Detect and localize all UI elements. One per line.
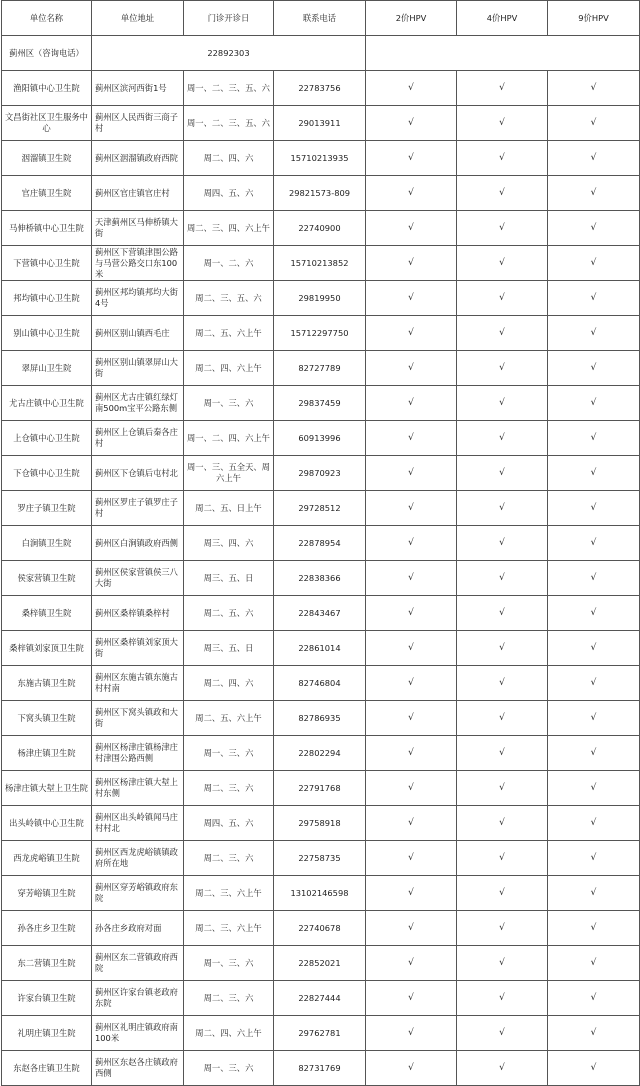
table-row xyxy=(2,981,640,1016)
unit-name-cell: 上仓镇中心卫生院 xyxy=(2,421,92,456)
hpv4-check: √ xyxy=(457,316,548,351)
hpv4-check: √ xyxy=(457,946,548,981)
phone-cell: 22791768 xyxy=(274,771,366,806)
clinic-days-cell: 周二、四、六 xyxy=(184,666,274,701)
phone-cell: 60913996 xyxy=(274,421,366,456)
phone-cell: 22740678 xyxy=(274,911,366,946)
hpv9-check: √ xyxy=(548,421,640,456)
phone-cell: 22740900 xyxy=(274,211,366,246)
phone-cell: 22852021 xyxy=(274,946,366,981)
unit-name-cell: 邦均镇中心卫生院 xyxy=(2,281,92,316)
hpv-clinic-table xyxy=(1,0,640,1086)
hpv2-check: √ xyxy=(366,141,457,176)
unit-name-cell: 尤古庄镇中心卫生院 xyxy=(2,386,92,421)
unit-address-cell: 蓟州区桑梓镇桑梓村 xyxy=(92,596,184,631)
hpv9-check: √ xyxy=(548,106,640,141)
hpv2-check: √ xyxy=(366,876,457,911)
unit-address-cell: 天津蓟州区马伸桥镇大街 xyxy=(92,211,184,246)
unit-name-cell: 别山镇中心卫生院 xyxy=(2,316,92,351)
phone-cell: 15710213935 xyxy=(274,141,366,176)
hpv4-check: √ xyxy=(457,771,548,806)
hpv2-check: √ xyxy=(366,771,457,806)
unit-name-cell: 孙各庄乡卫生院 xyxy=(2,911,92,946)
unit-address-cell: 蓟州区下仓镇后屯村北 xyxy=(92,456,184,491)
hpv4-check: √ xyxy=(457,631,548,666)
clinic-days-cell: 周二、三、六上午 xyxy=(184,876,274,911)
unit-address-cell: 蓟州区上仓镇后秦各庄村 xyxy=(92,421,184,456)
table-row xyxy=(2,806,640,841)
clinic-days-cell: 周三、四、六 xyxy=(184,526,274,561)
phone-cell: 22878954 xyxy=(274,526,366,561)
hpv2-check: √ xyxy=(366,386,457,421)
hpv4-check: √ xyxy=(457,71,548,106)
clinic-days-cell: 周二、五、六上午 xyxy=(184,701,274,736)
hpv4-check: √ xyxy=(457,246,548,281)
unit-name-cell: 杨津庄镇大堼上卫生院 xyxy=(2,771,92,806)
clinic-days-cell: 周四、五、六 xyxy=(184,806,274,841)
clinic-days-cell: 周二、五、日上午 xyxy=(184,491,274,526)
table-row xyxy=(2,71,640,106)
hpv9-check: √ xyxy=(548,246,640,281)
hpv2-check: √ xyxy=(366,491,457,526)
hpv2-check: √ xyxy=(366,351,457,386)
table-row xyxy=(2,141,640,176)
phone-cell: 29837459 xyxy=(274,386,366,421)
hpv2-check: √ xyxy=(366,806,457,841)
hpv4-check: √ xyxy=(457,981,548,1016)
unit-address-cell: 蓟州区西龙虎峪镇镇政府所在地 xyxy=(92,841,184,876)
phone-cell: 29762781 xyxy=(274,1016,366,1051)
hpv9-check: √ xyxy=(548,876,640,911)
phone-cell: 13102146598 xyxy=(274,876,366,911)
table-row xyxy=(2,526,640,561)
clinic-days-cell: 周一、二、三、五、六 xyxy=(184,71,274,106)
unit-address-cell: 蓟州区别山镇西毛庄 xyxy=(92,316,184,351)
table-row xyxy=(2,421,640,456)
clinic-days-cell: 周一、二、六 xyxy=(184,246,274,281)
unit-address-cell: 蓟州区桑梓镇刘家顶大街 xyxy=(92,631,184,666)
unit-address-cell: 蓟州区东施古镇东施古村村南 xyxy=(92,666,184,701)
table-row xyxy=(2,911,640,946)
hpv9-check: √ xyxy=(548,946,640,981)
hpv9-check: √ xyxy=(548,491,640,526)
hpv2-check: √ xyxy=(366,526,457,561)
hpv9-check: √ xyxy=(548,456,640,491)
unit-address-cell: 蓟州区别山镇翠屏山大街 xyxy=(92,351,184,386)
hpv4-check: √ xyxy=(457,141,548,176)
clinic-days-cell: 周二、三、六 xyxy=(184,841,274,876)
header-unit-address: 单位地址 xyxy=(92,1,184,36)
hpv9-check: √ xyxy=(548,981,640,1016)
clinic-days-cell: 周二、三、六上午 xyxy=(184,911,274,946)
unit-name-cell: 翠屏山卫生院 xyxy=(2,351,92,386)
hpv2-check: √ xyxy=(366,176,457,211)
hpv9-check: √ xyxy=(548,1016,640,1051)
unit-name-cell: 桑梓镇卫生院 xyxy=(2,596,92,631)
phone-cell: 22802294 xyxy=(274,736,366,771)
unit-address-cell: 蓟州区人民西街三商子村 xyxy=(92,106,184,141)
clinic-days-cell: 周一、三、六 xyxy=(184,1051,274,1086)
hpv4-check: √ xyxy=(457,701,548,736)
unit-name-cell: 礼明庄镇卫生院 xyxy=(2,1016,92,1051)
unit-name-cell: 杨津庄镇卫生院 xyxy=(2,736,92,771)
unit-name-cell: 穿芳峪镇卫生院 xyxy=(2,876,92,911)
unit-address-cell: 蓟州区东二营镇政府西院 xyxy=(92,946,184,981)
unit-address-cell: 蓟州区礼明庄镇政府南100米 xyxy=(92,1016,184,1051)
hpv9-check: √ xyxy=(548,666,640,701)
unit-address-cell: 蓟州区侯家营镇侯三八大街 xyxy=(92,561,184,596)
clinic-days-cell: 周二、四、六上午 xyxy=(184,351,274,386)
unit-address-cell: 蓟州区洇溜镇政府西院 xyxy=(92,141,184,176)
phone-cell: 82731769 xyxy=(274,1051,366,1086)
unit-name-cell: 东二营镇卫生院 xyxy=(2,946,92,981)
unit-address-cell: 蓟州区滨河西街1号 xyxy=(92,71,184,106)
unit-name-cell: 侯家营镇卫生院 xyxy=(2,561,92,596)
hpv2-check: √ xyxy=(366,1051,457,1086)
district-label: 蓟州区（咨询电话） xyxy=(2,36,92,71)
phone-cell: 22861014 xyxy=(274,631,366,666)
phone-cell: 82786935 xyxy=(274,701,366,736)
table-row xyxy=(2,1016,640,1051)
header-hpv4: 4价HPV xyxy=(457,1,548,36)
hpv2-check: √ xyxy=(366,841,457,876)
table-row xyxy=(2,106,640,141)
hpv2-check: √ xyxy=(366,316,457,351)
clinic-days-cell: 周二、三、六 xyxy=(184,981,274,1016)
phone-cell: 29870923 xyxy=(274,456,366,491)
phone-cell: 29728512 xyxy=(274,491,366,526)
unit-name-cell: 许家台镇卫生院 xyxy=(2,981,92,1016)
clinic-days-cell: 周二、三、四、六上午 xyxy=(184,211,274,246)
unit-address-cell: 蓟州区官庄镇官庄村 xyxy=(92,176,184,211)
hpv4-check: √ xyxy=(457,841,548,876)
phone-cell: 22838366 xyxy=(274,561,366,596)
unit-name-cell: 下仓镇中心卫生院 xyxy=(2,456,92,491)
clinic-days-cell: 周三、五、日 xyxy=(184,561,274,596)
unit-name-cell: 东施古镇卫生院 xyxy=(2,666,92,701)
unit-address-cell: 蓟州区罗庄子镇罗庄子村 xyxy=(92,491,184,526)
district-phone: 22892303 xyxy=(92,36,366,71)
hpv9-check: √ xyxy=(548,351,640,386)
hpv9-check: √ xyxy=(548,806,640,841)
phone-cell: 29758918 xyxy=(274,806,366,841)
unit-name-cell: 洇溜镇卫生院 xyxy=(2,141,92,176)
phone-cell: 29821573-809 xyxy=(274,176,366,211)
hpv9-check: √ xyxy=(548,71,640,106)
unit-name-cell: 下窝头镇卫生院 xyxy=(2,701,92,736)
unit-address-cell: 蓟州区出头岭镇闻马庄村村北 xyxy=(92,806,184,841)
clinic-days-cell: 周二、五、六 xyxy=(184,596,274,631)
hpv9-check: √ xyxy=(548,631,640,666)
header-phone: 联系电话 xyxy=(274,1,366,36)
unit-name-cell: 西龙虎峪镇卫生院 xyxy=(2,841,92,876)
hpv2-check: √ xyxy=(366,421,457,456)
hpv4-check: √ xyxy=(457,281,548,316)
hpv4-check: √ xyxy=(457,386,548,421)
unit-address-cell: 蓟州区杨津庄镇大堼上村东侧 xyxy=(92,771,184,806)
hpv9-check: √ xyxy=(548,596,640,631)
clinic-days-cell: 周一、三、六 xyxy=(184,946,274,981)
phone-cell: 22843467 xyxy=(274,596,366,631)
table-row xyxy=(2,386,640,421)
table-row xyxy=(2,771,640,806)
hpv2-check: √ xyxy=(366,71,457,106)
phone-cell: 82746804 xyxy=(274,666,366,701)
table-row xyxy=(2,876,640,911)
unit-name-cell: 官庄镇卫生院 xyxy=(2,176,92,211)
unit-name-cell: 出头岭镇中心卫生院 xyxy=(2,806,92,841)
phone-cell: 29013911 xyxy=(274,106,366,141)
hpv9-check: √ xyxy=(548,736,640,771)
clinic-days-cell: 周一、三、六 xyxy=(184,736,274,771)
hpv4-check: √ xyxy=(457,911,548,946)
unit-address-cell: 蓟州区杨津庄镇杨津庄村津围公路西侧 xyxy=(92,736,184,771)
table-row xyxy=(2,946,640,981)
header-hpv2: 2价HPV xyxy=(366,1,457,36)
unit-name-cell: 桑梓镇刘家顶卫生院 xyxy=(2,631,92,666)
table-row xyxy=(2,666,640,701)
hpv9-check: √ xyxy=(548,701,640,736)
hpv4-check: √ xyxy=(457,526,548,561)
hpv4-check: √ xyxy=(457,491,548,526)
hpv2-check: √ xyxy=(366,281,457,316)
hpv4-check: √ xyxy=(457,211,548,246)
table-row xyxy=(2,351,640,386)
hpv9-check: √ xyxy=(548,561,640,596)
unit-name-cell: 下营镇中心卫生院 xyxy=(2,246,92,281)
hpv4-check: √ xyxy=(457,876,548,911)
header-row xyxy=(2,1,640,36)
hpv4-check: √ xyxy=(457,351,548,386)
hpv2-check: √ xyxy=(366,981,457,1016)
clinic-days-cell: 周二、四、六 xyxy=(184,141,274,176)
table-row xyxy=(2,491,640,526)
phone-cell: 22758735 xyxy=(274,841,366,876)
hpv9-check: √ xyxy=(548,771,640,806)
unit-name-cell: 文昌街社区卫生服务中心 xyxy=(2,106,92,141)
clinic-days-cell: 周一、二、四、六上午 xyxy=(184,421,274,456)
hpv4-check: √ xyxy=(457,176,548,211)
clinic-days-cell: 周三、五、日 xyxy=(184,631,274,666)
hpv9-check: √ xyxy=(548,176,640,211)
hpv4-check: √ xyxy=(457,106,548,141)
hpv2-check: √ xyxy=(366,946,457,981)
clinic-days-cell: 周四、五、六 xyxy=(184,176,274,211)
table-row xyxy=(2,736,640,771)
phone-cell: 15712297750 xyxy=(274,316,366,351)
clinic-days-cell: 周一、二、三、五、六 xyxy=(184,106,274,141)
hpv9-check: √ xyxy=(548,526,640,561)
table-row xyxy=(2,211,640,246)
hpv2-check: √ xyxy=(366,456,457,491)
unit-address-cell: 蓟州区许家台镇老政府东院 xyxy=(92,981,184,1016)
hpv2-check: √ xyxy=(366,106,457,141)
hpv9-check: √ xyxy=(548,281,640,316)
table-row xyxy=(2,281,640,316)
unit-address-cell: 蓟州区白涧镇政府西侧 xyxy=(92,526,184,561)
unit-address-cell: 蓟州区邦均镇邦均大街4号 xyxy=(92,281,184,316)
phone-cell: 15710213852 xyxy=(274,246,366,281)
clinic-days-cell: 周二、三、五、六 xyxy=(184,281,274,316)
hpv9-check: √ xyxy=(548,841,640,876)
hpv2-check: √ xyxy=(366,596,457,631)
header-hpv9: 9价HPV xyxy=(548,1,640,36)
hpv4-check: √ xyxy=(457,736,548,771)
unit-address-cell: 蓟州区尤古庄镇红绿灯南500m宝平公路东侧 xyxy=(92,386,184,421)
hpv9-check: √ xyxy=(548,911,640,946)
hpv4-check: √ xyxy=(457,806,548,841)
clinic-days-cell: 周二、五、六上午 xyxy=(184,316,274,351)
hpv2-check: √ xyxy=(366,736,457,771)
unit-name-cell: 马伸桥镇中心卫生院 xyxy=(2,211,92,246)
unit-name-cell: 渔阳镇中心卫生院 xyxy=(2,71,92,106)
hpv2-check: √ xyxy=(366,211,457,246)
hpv2-check: √ xyxy=(366,666,457,701)
table-row xyxy=(2,1051,640,1086)
unit-address-cell: 蓟州区东赵各庄镇政府西侧 xyxy=(92,1051,184,1086)
hpv2-check: √ xyxy=(366,561,457,596)
hpv4-check: √ xyxy=(457,1016,548,1051)
clinic-days-cell: 周一、三、五全天、周六上午 xyxy=(184,456,274,491)
hpv9-check: √ xyxy=(548,1051,640,1086)
hpv9-check: √ xyxy=(548,141,640,176)
table-row xyxy=(2,316,640,351)
table-row xyxy=(2,246,640,281)
hpv2-check: √ xyxy=(366,246,457,281)
hpv2-check: √ xyxy=(366,911,457,946)
hpv9-check: √ xyxy=(548,316,640,351)
phone-cell: 29819950 xyxy=(274,281,366,316)
hpv4-check: √ xyxy=(457,421,548,456)
hpv2-check: √ xyxy=(366,631,457,666)
clinic-days-cell: 周一、三、六 xyxy=(184,386,274,421)
hpv4-check: √ xyxy=(457,1051,548,1086)
hpv9-check: √ xyxy=(548,211,640,246)
district-empty-cell xyxy=(366,36,640,71)
hpv4-check: √ xyxy=(457,456,548,491)
phone-cell: 22783756 xyxy=(274,71,366,106)
clinic-days-cell: 周二、三、六 xyxy=(184,771,274,806)
table-row xyxy=(2,176,640,211)
unit-address-cell: 蓟州区下营镇津围公路与马营公路交口东100米 xyxy=(92,246,184,281)
table-row xyxy=(2,631,640,666)
unit-name-cell: 罗庄子镇卫生院 xyxy=(2,491,92,526)
table-row xyxy=(2,596,640,631)
unit-name-cell: 东赵各庄镇卫生院 xyxy=(2,1051,92,1086)
phone-cell: 22827444 xyxy=(274,981,366,1016)
header-unit-name: 单位名称 xyxy=(2,1,92,36)
district-row xyxy=(2,36,640,71)
hpv4-check: √ xyxy=(457,561,548,596)
table-row xyxy=(2,561,640,596)
hpv9-check: √ xyxy=(548,386,640,421)
hpv2-check: √ xyxy=(366,701,457,736)
hpv4-check: √ xyxy=(457,666,548,701)
table-row xyxy=(2,701,640,736)
table-row xyxy=(2,841,640,876)
phone-cell: 82727789 xyxy=(274,351,366,386)
header-clinic-days: 门诊开诊日 xyxy=(184,1,274,36)
clinic-days-cell: 周二、四、六上午 xyxy=(184,1016,274,1051)
unit-name-cell: 白涧镇卫生院 xyxy=(2,526,92,561)
unit-address-cell: 孙各庄乡政府对面 xyxy=(92,911,184,946)
unit-address-cell: 蓟州区下窝头镇政和大街 xyxy=(92,701,184,736)
hpv4-check: √ xyxy=(457,596,548,631)
hpv2-check: √ xyxy=(366,1016,457,1051)
table-row xyxy=(2,456,640,491)
unit-address-cell: 蓟州区穿芳峪镇政府东院 xyxy=(92,876,184,911)
